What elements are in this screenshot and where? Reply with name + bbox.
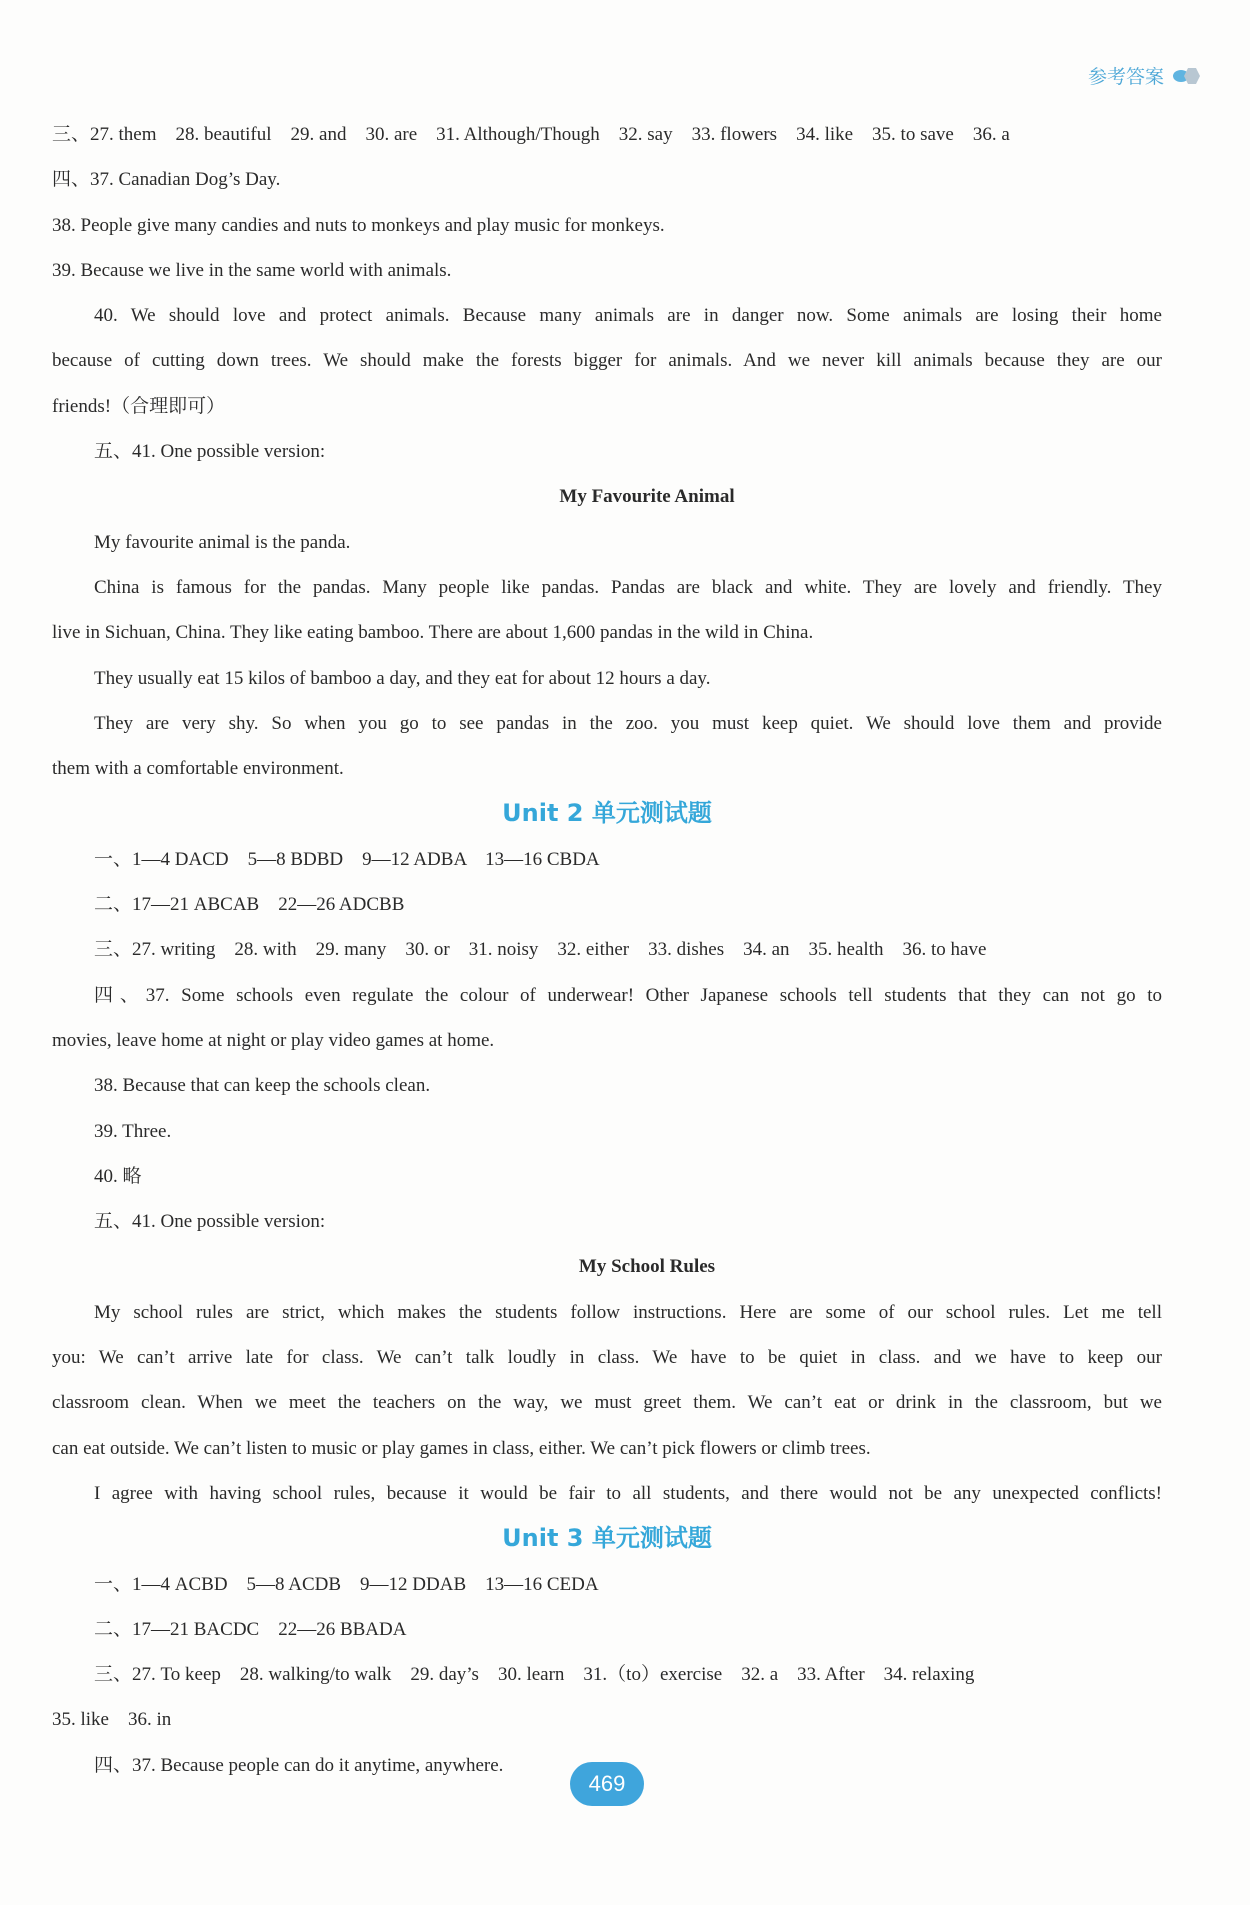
essay-line: My favourite animal is the panda. bbox=[94, 531, 351, 553]
answer-line: 三、27. writing 28. with 29. many 30. or 31. noisy 32. either 33. dishes 34. an 35. health 36. to have bbox=[94, 939, 987, 961]
essay-line: you: We can’t arrive late for class. We can’t talk loudly in class. We have to be quiet in class. and we have to keep our bbox=[52, 1347, 1162, 1369]
answer-line: 三、27. To keep 28. walking/to walk 29. day’s 30. learn 31.（to）exercise 32. a 33. After 34. relaxing bbox=[94, 1664, 975, 1686]
page-header bbox=[1088, 62, 1202, 89]
essay-line: can eat outside. We can’t listen to music or play games in class, either. We can’t pick flowers or climb trees. bbox=[52, 1437, 871, 1459]
answer-line: 40. 略 bbox=[94, 1165, 142, 1187]
answer-line: 一、1—4 DACD 5—8 BDBD 9—12 ADBA 13—16 CBDA bbox=[94, 848, 600, 870]
essay-line: My school rules are strict, which makes the students follow instructions. Here are some of our school rules. Let me tell bbox=[94, 1301, 1162, 1323]
answer-line: movies, leave home at night or play video games at home. bbox=[52, 1029, 495, 1051]
answer-line: friends!（合理即可） bbox=[52, 395, 226, 417]
answer-line: 40. We should love and protect animals. Because many animals are in danger now. Some animals are losing their home bbox=[94, 305, 1162, 327]
essay-title: My Favourite Animal bbox=[559, 486, 735, 508]
answer-line: 38. Because that can keep the schools clean. bbox=[94, 1075, 431, 1097]
answer-line: because of cutting down trees. We should make the forests bigger for animals. And we never kill animals because they are our bbox=[52, 350, 1162, 372]
essay-line: I agree with having school rules, because it would be fair to all students, and there would not be any unexpected conflicts! bbox=[94, 1482, 1162, 1504]
unit-2-title: Unit 2 单元测试题 bbox=[502, 799, 712, 828]
answer-line: 一、1—4 ACBD 5—8 ACDB 9—12 DDAB 13—16 CEDA bbox=[94, 1573, 599, 1595]
essay-line: them with a comfortable environment. bbox=[52, 758, 344, 780]
essay-line: live in Sichuan, China. They like eating bamboo. There are about 1,600 pandas in the wild in China. bbox=[52, 622, 814, 644]
essay-title: My School Rules bbox=[578, 1256, 716, 1278]
essay-line: They are very shy. So when you go to see pandas in the zoo. you must keep quiet. We should love them and provide bbox=[94, 712, 1162, 734]
answer-line: 三、27. them 28. beautiful 29. and 30. are 31. Although/Though 32. say 33. flowers 34. like 35. to save 36. a bbox=[52, 124, 1010, 145]
hexagon-bubble-icon bbox=[1172, 65, 1202, 87]
answer-line: 五、41. One possible version: bbox=[94, 441, 326, 463]
unit-3-title: Unit 3 单元测试题 bbox=[502, 1524, 712, 1553]
answer-line: 39. Three. bbox=[94, 1120, 172, 1142]
answer-line: 二、17—21 ABCAB 22—26 ADCBB bbox=[94, 894, 405, 916]
answer-line: 四、37. Canadian Dog’s Day. bbox=[52, 169, 281, 191]
answer-line: 四、37. Because people can do it anytime, anywhere. bbox=[94, 1754, 504, 1776]
answer-content bbox=[52, 112, 1162, 1788]
header-label: 参考答案 bbox=[1087, 66, 1164, 88]
page-number: 469 bbox=[570, 1762, 644, 1806]
answer-line: 35. like 36. in bbox=[52, 1709, 172, 1731]
essay-line: classroom clean. When we meet the teachers on the way, we must greet them. We can’t eat or drink in the classroom, but we bbox=[52, 1392, 1162, 1414]
answer-line: 39. Because we live in the same world with animals. bbox=[52, 259, 452, 281]
essay-line: They usually eat 15 kilos of bamboo a day, and they eat for about 12 hours a day. bbox=[94, 667, 711, 689]
answer-line: 二、17—21 BACDC 22—26 BBADA bbox=[94, 1618, 407, 1640]
answer-line: 38. People give many candies and nuts to monkeys and play music for monkeys. bbox=[52, 214, 665, 236]
answer-line: 五、41. One possible version: bbox=[94, 1211, 326, 1233]
answer-line: 四、37. Some schools even regulate the colour of underwear! Other Japanese schools tell students that they can not go to bbox=[94, 984, 1162, 1006]
essay-line: China is famous for the pandas. Many people like pandas. Pandas are black and white. They are lovely and friendly. They bbox=[94, 576, 1162, 598]
